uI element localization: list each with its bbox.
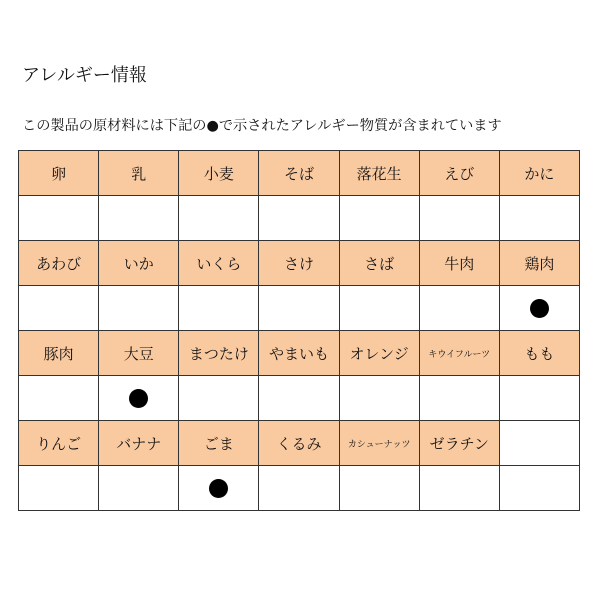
allergen-name: 乳 [99,151,179,196]
allergen-name: 落花生 [339,151,419,196]
allergen-mark-cell [99,466,179,511]
allergen-mark-cell [19,466,99,511]
allergen-name: やまいも [259,331,339,376]
allergen-name: りんご [19,421,99,466]
allergen-name: まつたけ [179,331,259,376]
allergen-mark-cell [179,286,259,331]
contains-mark-icon [129,389,148,408]
allergen-mark-cell [419,196,499,241]
allergen-name: オレンジ [339,331,419,376]
allergen-name-row [19,151,580,196]
allergen-mark-row [19,376,580,421]
allergen-mark-cell [259,466,339,511]
allergen-mark-cell [419,466,499,511]
allergen-mark-cell [339,286,419,331]
allergen-mark-cell [179,466,259,511]
allergen-name: カシューナッツ [339,421,419,466]
empty-cell [499,421,579,466]
allergen-mark-cell [99,286,179,331]
allergen-mark-cell [499,286,579,331]
allergen-name: くるみ [259,421,339,466]
allergen-mark-cell [499,196,579,241]
allergen-mark-cell [19,196,99,241]
allergen-mark-cell [259,196,339,241]
allergen-name: いくら [179,241,259,286]
allergen-mark-cell [259,286,339,331]
allergen-name-row [19,421,580,466]
contains-mark-icon [530,299,549,318]
allergen-mark-cell [99,196,179,241]
allergen-name: そば [259,151,339,196]
allergen-table [18,150,580,511]
allergen-name: ゼラチン [419,421,499,466]
allergen-mark-row [19,286,580,331]
allergen-name: 大豆 [99,331,179,376]
allergen-name: 豚肉 [19,331,99,376]
allergen-mark-row [19,466,580,511]
allergen-name: 卵 [19,151,99,196]
allergen-mark-cell [339,196,419,241]
allergen-name: さけ [259,241,339,286]
allergen-name: かに [499,151,579,196]
allergen-name-row [19,241,580,286]
contains-mark-icon [209,479,228,498]
allergen-name: あわび [19,241,99,286]
allergen-name: いか [99,241,179,286]
allergen-name: キウイフルーツ [419,331,499,376]
description-text: この製品の原材料には下記の●で示されたアレルギー物質が含まれています [22,118,502,134]
page-title: アレルギー情報 [22,65,147,86]
allergen-mark-cell [419,376,499,421]
allergen-mark-cell [19,286,99,331]
allergen-mark-cell [19,376,99,421]
allergen-mark-cell [419,286,499,331]
allergen-name: バナナ [99,421,179,466]
allergen-name: さば [339,241,419,286]
allergen-name: 鶏肉 [499,241,579,286]
allergen-mark-cell [179,376,259,421]
allergen-mark-cell [99,376,179,421]
allergen-name: もも [499,331,579,376]
allergen-mark-cell [339,376,419,421]
empty-cell [499,466,579,511]
allergen-mark-cell [339,466,419,511]
allergen-name: ごま [179,421,259,466]
allergen-name: 小麦 [179,151,259,196]
allergen-mark-cell [259,376,339,421]
allergen-mark-cell [179,196,259,241]
allergen-name: えび [419,151,499,196]
allergen-name: 牛肉 [419,241,499,286]
allergen-mark-cell [499,376,579,421]
allergen-name-row [19,331,580,376]
allergen-mark-row [19,196,580,241]
